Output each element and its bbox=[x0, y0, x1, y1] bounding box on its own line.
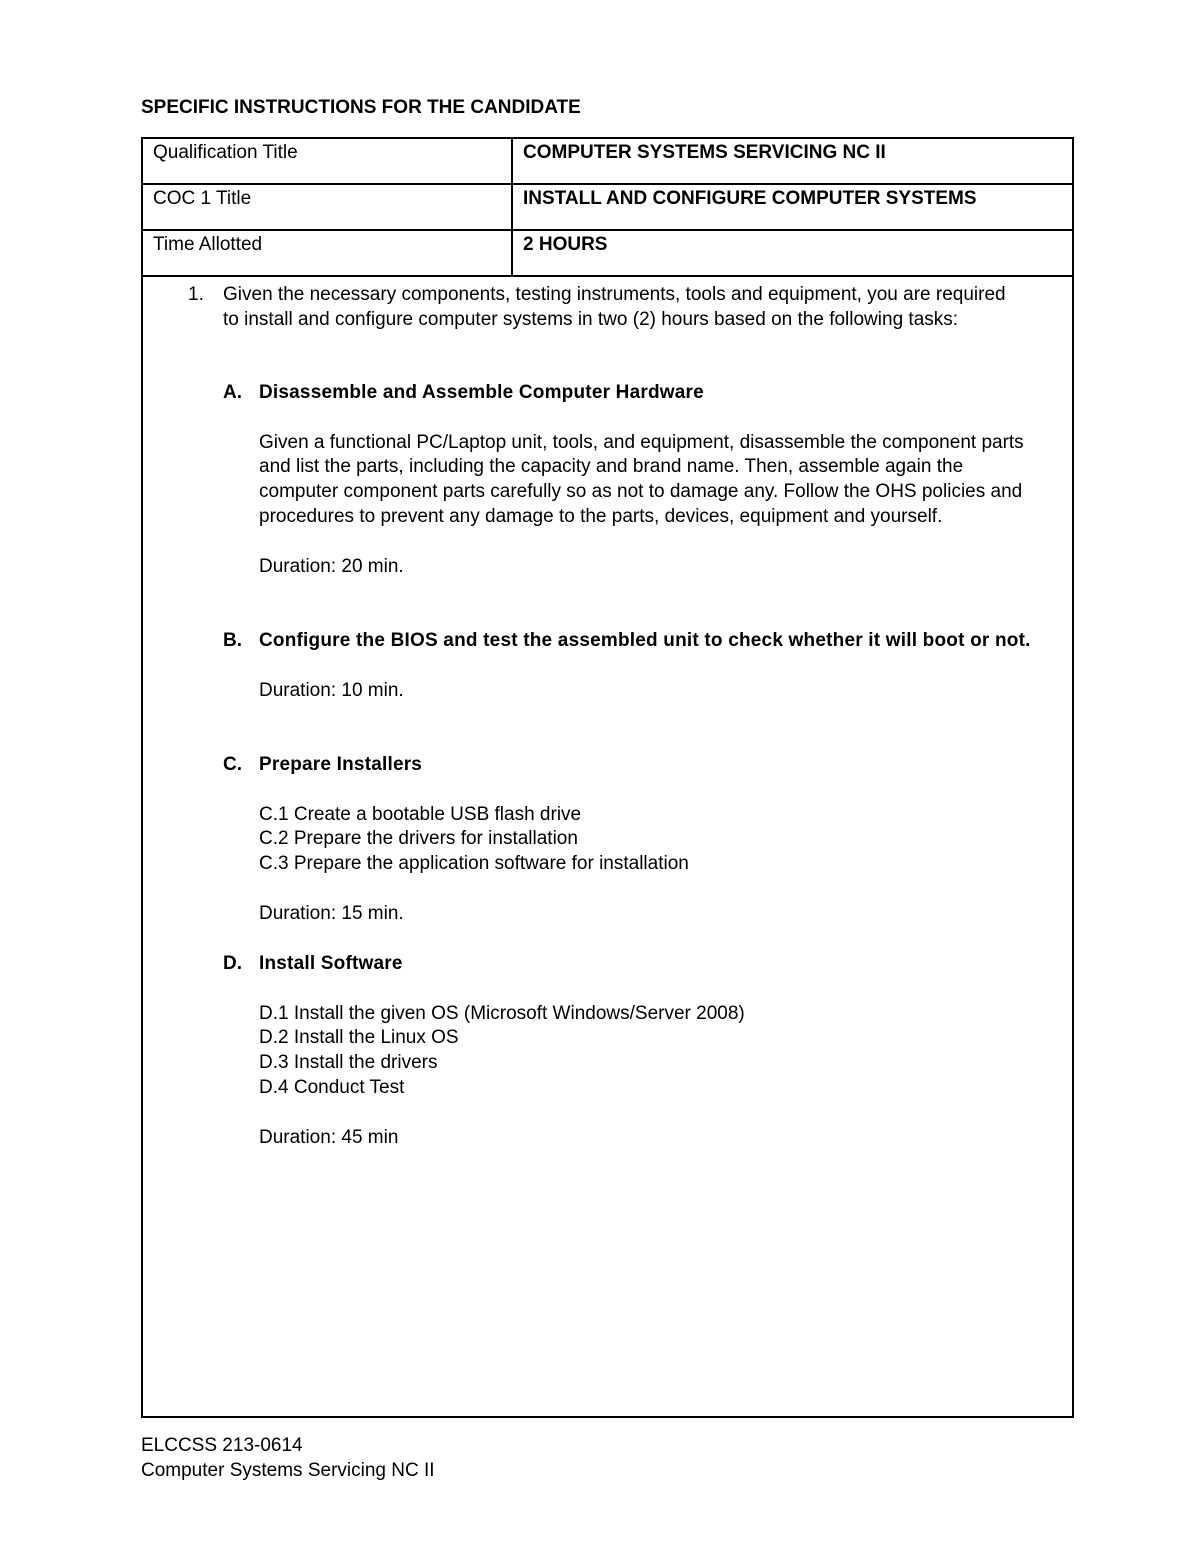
list-item: D.4 Conduct Test bbox=[259, 1076, 405, 1098]
table-row bbox=[143, 185, 1072, 231]
task-letter: D. bbox=[223, 953, 242, 974]
task-duration: Duration: 10 min. bbox=[259, 679, 404, 701]
footer-code: ELCCSS 213-0614 bbox=[141, 1435, 303, 1456]
qualification-title-label: Qualification Title bbox=[143, 139, 513, 183]
page-footer bbox=[141, 1433, 435, 1483]
task-b bbox=[223, 629, 1033, 703]
table-row bbox=[143, 231, 1072, 277]
list-item: D.2 Install the Linux OS bbox=[259, 1027, 459, 1049]
task-description: Given a functional PC/Laptop unit, tools, and equipment, disassemble the component parts and list the parts, including the capacity and brand name. Then, assemble again the computer component parts carefully so as not to damage any. Follow the OHS policies and procedures to prevent any damage to the parts, devices, equipment and yourself. bbox=[259, 431, 1024, 527]
list-item: C.3 Prepare the application software for installation bbox=[259, 853, 689, 875]
task-a bbox=[223, 381, 1033, 579]
task-title: Prepare Installers bbox=[259, 754, 423, 775]
instruction-intro bbox=[188, 283, 1008, 333]
task-title: Configure the BIOS and test the assembled unit to check whether it will boot or not. bbox=[259, 630, 1031, 651]
qualification-title-value: COMPUTER SYSTEMS SERVICING NC II bbox=[523, 142, 886, 163]
time-allotted-value: 2 HOURS bbox=[523, 234, 608, 255]
task-c bbox=[223, 753, 1033, 927]
instruction-number: 1. bbox=[188, 284, 204, 305]
task-d bbox=[223, 952, 1033, 1150]
time-allotted-label: Time Allotted bbox=[143, 231, 513, 275]
list-item: C.1 Create a bootable USB flash drive bbox=[259, 803, 582, 825]
task-items bbox=[259, 1002, 1033, 1101]
task-duration: Duration: 15 min. bbox=[259, 902, 404, 924]
task-letter: C. bbox=[223, 754, 242, 775]
list-item: D.3 Install the drivers bbox=[259, 1052, 438, 1074]
page-title: SPECIFIC INSTRUCTIONS FOR THE CANDIDATE bbox=[141, 97, 581, 118]
task-title: Install Software bbox=[259, 953, 403, 974]
instructions-body bbox=[143, 277, 1072, 1416]
instructions-table bbox=[141, 137, 1074, 1418]
task-duration: Duration: 45 min bbox=[259, 1126, 399, 1148]
coc-title-label: COC 1 Title bbox=[143, 185, 513, 229]
task-letter: A. bbox=[223, 382, 242, 403]
task-title: Disassemble and Assemble Computer Hardware bbox=[259, 382, 704, 403]
instruction-intro-text: Given the necessary components, testing instruments, tools and equipment, you are required to install and configure computer systems in two (2) hours based on the following tasks: bbox=[223, 284, 1006, 330]
list-item: D.1 Install the given OS (Microsoft Windows/Server 2008) bbox=[259, 1002, 745, 1024]
footer-title: Computer Systems Servicing NC II bbox=[141, 1460, 435, 1481]
task-letter: B. bbox=[223, 630, 242, 651]
task-items bbox=[259, 803, 1033, 877]
table-row bbox=[143, 139, 1072, 185]
list-item: C.2 Prepare the drivers for installation bbox=[259, 828, 578, 850]
coc-title-value: INSTALL AND CONFIGURE COMPUTER SYSTEMS bbox=[523, 188, 977, 209]
task-duration: Duration: 20 min. bbox=[259, 555, 404, 577]
